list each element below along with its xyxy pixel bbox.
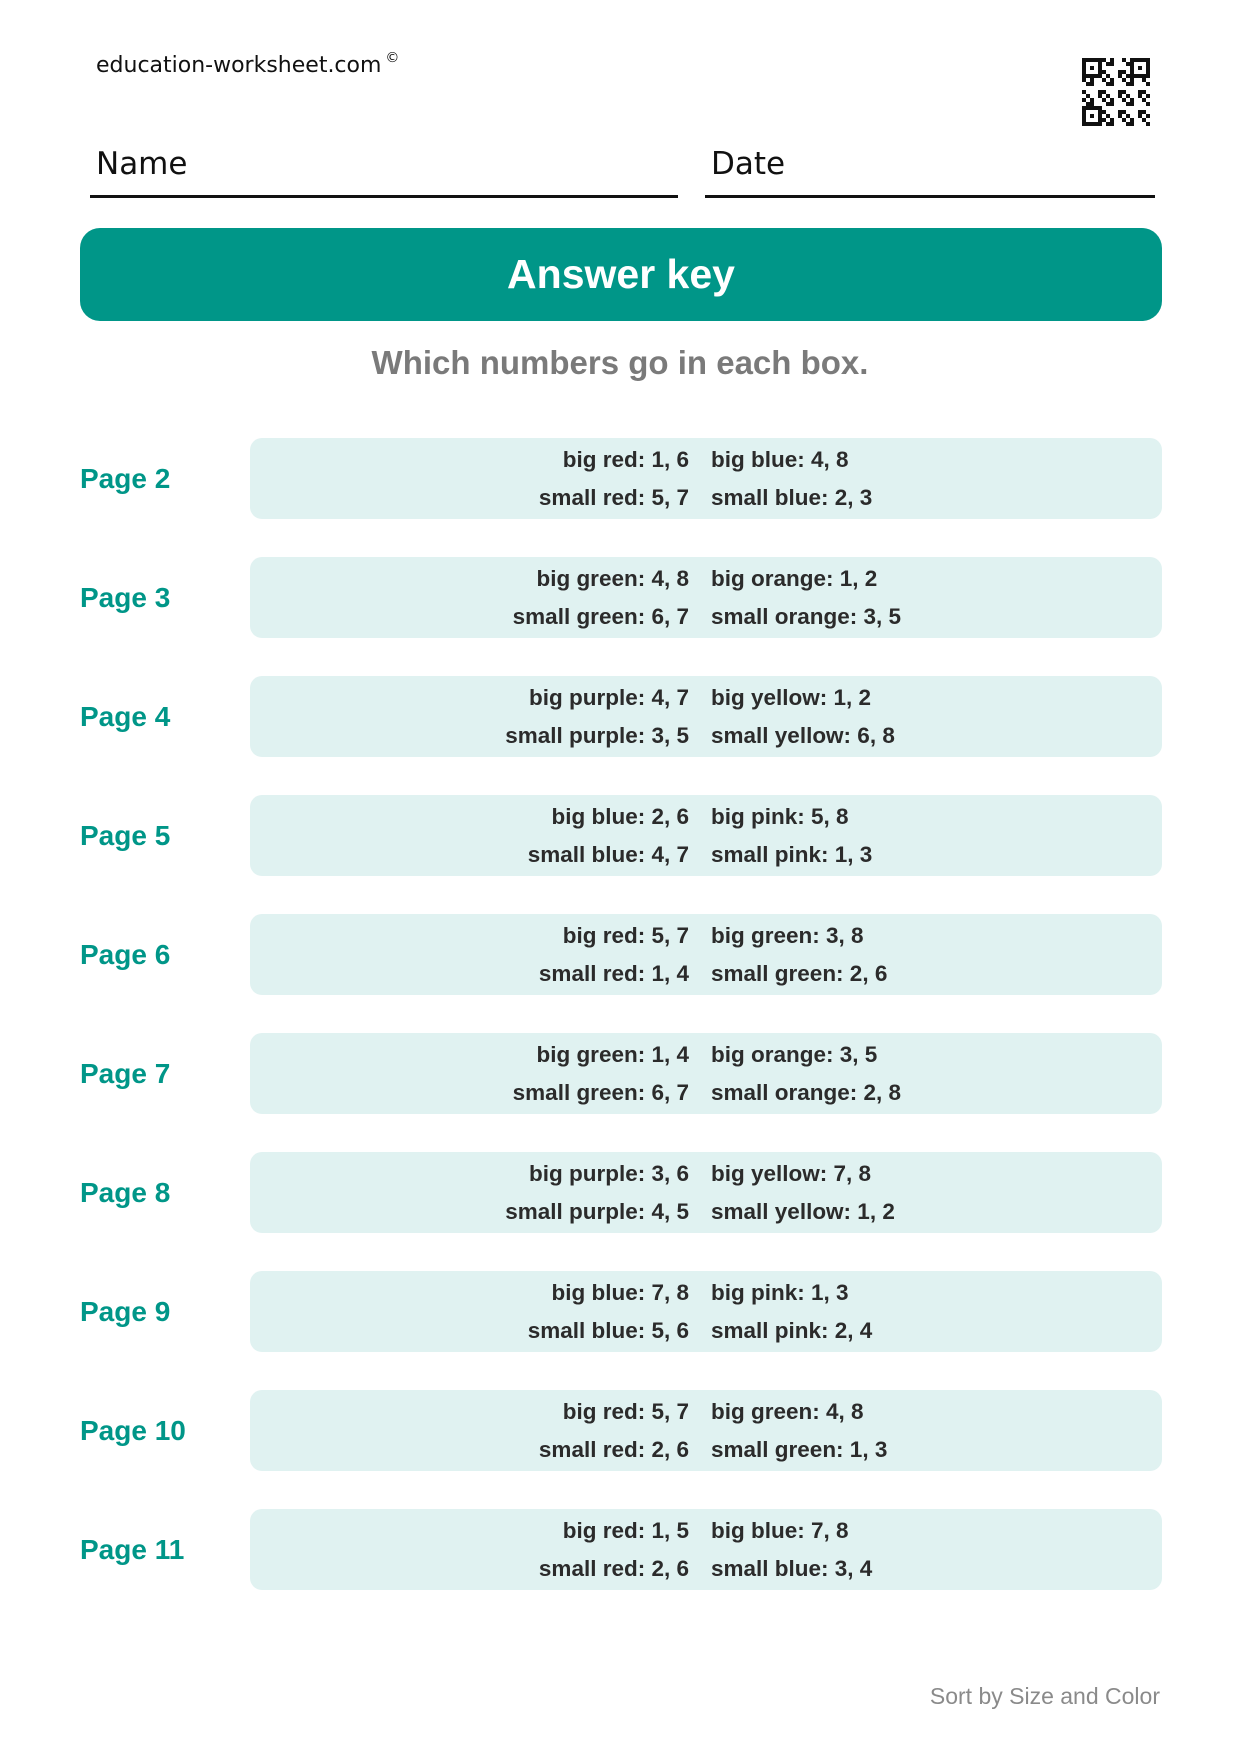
small-answer-a: small green: 6, 7 <box>512 603 689 629</box>
big-answer-a: big blue: 2, 6 <box>551 803 689 829</box>
answer-box <box>250 914 1162 995</box>
answer-row <box>0 1390 1240 1471</box>
big-answer-b: big pink: 1, 3 <box>711 1279 849 1305</box>
big-answer-a: big purple: 4, 7 <box>528 684 689 710</box>
big-answer-a: big red: 5, 7 <box>562 922 689 948</box>
small-line <box>250 1074 1162 1112</box>
small-answer-b: small blue: 2, 3 <box>711 484 873 510</box>
page-label: Page 2 <box>80 463 171 494</box>
big-answer-b: big green: 4, 8 <box>711 1398 864 1424</box>
page-label: Page 11 <box>80 1534 185 1565</box>
site-name <box>96 50 399 78</box>
answer-box <box>250 1033 1162 1114</box>
big-answer-a: big purple: 3, 6 <box>528 1160 689 1186</box>
date-field[interactable] <box>705 140 1155 198</box>
page-label: Page 6 <box>80 939 171 970</box>
small-answer-b: small yellow: 1, 2 <box>711 1198 895 1224</box>
page-label: Page 7 <box>80 1058 171 1089</box>
small-line <box>250 598 1162 636</box>
small-answer-a: small purple: 3, 5 <box>505 722 689 748</box>
small-answer-b: small orange: 3, 5 <box>711 603 902 629</box>
big-line <box>250 1036 1162 1074</box>
small-line <box>250 1431 1162 1469</box>
small-answer-a: small blue: 4, 7 <box>527 841 689 867</box>
small-answer-b: small blue: 3, 4 <box>711 1555 873 1581</box>
big-answer-b: big pink: 5, 8 <box>711 803 849 829</box>
small-answer-a: small blue: 5, 6 <box>527 1317 689 1343</box>
answer-row <box>0 438 1240 519</box>
name-label: Name <box>96 146 188 182</box>
small-line <box>250 1550 1162 1588</box>
small-answer-b: small orange: 2, 8 <box>711 1079 902 1105</box>
date-label: Date <box>711 146 786 182</box>
answer-box <box>250 438 1162 519</box>
big-answer-b: big yellow: 7, 8 <box>711 1160 872 1186</box>
answer-box <box>250 1152 1162 1233</box>
name-field[interactable] <box>90 140 678 198</box>
answer-list <box>0 438 1240 1628</box>
small-answer-a: small red: 2, 6 <box>538 1436 689 1462</box>
small-line <box>250 717 1162 755</box>
answer-box <box>250 557 1162 638</box>
big-line <box>250 798 1162 836</box>
page-label: Page 9 <box>80 1296 171 1327</box>
big-line <box>250 679 1162 717</box>
small-answer-a: small red: 1, 4 <box>538 960 689 986</box>
small-answer-a: small green: 6, 7 <box>512 1079 689 1105</box>
small-answer-b: small green: 2, 6 <box>711 960 888 986</box>
answer-row <box>0 1033 1240 1114</box>
small-answer-a: small red: 2, 6 <box>538 1555 689 1581</box>
big-answer-b: big yellow: 1, 2 <box>711 684 872 710</box>
small-line <box>250 836 1162 874</box>
answer-key-banner <box>80 228 1162 321</box>
answer-row <box>0 795 1240 876</box>
answer-box <box>250 795 1162 876</box>
big-answer-b: big orange: 3, 5 <box>711 1041 878 1067</box>
big-line <box>250 917 1162 955</box>
small-answer-b: small yellow: 6, 8 <box>711 722 895 748</box>
answer-row <box>0 557 1240 638</box>
page-label: Page 8 <box>80 1177 171 1208</box>
big-line <box>250 441 1162 479</box>
small-answer-a: small purple: 4, 5 <box>505 1198 689 1224</box>
banner-title: Answer key <box>507 251 735 297</box>
small-line <box>250 1193 1162 1231</box>
big-answer-a: big green: 4, 8 <box>536 565 689 591</box>
small-line <box>250 479 1162 517</box>
big-answer-a: big red: 1, 6 <box>562 446 689 472</box>
small-answer-b: small pink: 1, 3 <box>711 841 873 867</box>
answer-row <box>0 914 1240 995</box>
big-answer-a: big red: 1, 5 <box>562 1517 689 1543</box>
page-label: Page 4 <box>80 701 171 732</box>
big-line <box>250 560 1162 598</box>
qr-code-icon <box>1082 58 1150 126</box>
small-answer-b: small green: 1, 3 <box>711 1436 888 1462</box>
page-label: Page 5 <box>80 820 171 851</box>
worksheet-title-footer: Sort by Size and Color <box>929 1683 1160 1709</box>
big-line <box>250 1512 1162 1550</box>
small-answer-b: small pink: 2, 4 <box>711 1317 873 1343</box>
big-answer-b: big blue: 4, 8 <box>711 446 849 472</box>
answer-box <box>250 1271 1162 1352</box>
answer-row <box>0 676 1240 757</box>
big-answer-b: big blue: 7, 8 <box>711 1517 849 1543</box>
small-line <box>250 1312 1162 1350</box>
big-line <box>250 1155 1162 1193</box>
page-label: Page 3 <box>80 582 171 613</box>
copyright-symbol: © <box>385 50 400 66</box>
answer-row <box>0 1509 1240 1590</box>
answer-row <box>0 1271 1240 1352</box>
small-line <box>250 955 1162 993</box>
big-answer-b: big green: 3, 8 <box>711 922 864 948</box>
big-answer-a: big red: 5, 7 <box>562 1398 689 1424</box>
big-answer-b: big orange: 1, 2 <box>711 565 878 591</box>
big-line <box>250 1274 1162 1312</box>
big-line <box>250 1393 1162 1431</box>
big-answer-a: big green: 1, 4 <box>536 1041 689 1067</box>
small-answer-a: small red: 5, 7 <box>538 484 689 510</box>
instructions: Which numbers go in each box. <box>371 344 869 381</box>
big-answer-a: big blue: 7, 8 <box>551 1279 689 1305</box>
site-name-text: education-worksheet.com <box>96 53 382 78</box>
answer-box <box>250 1509 1162 1590</box>
answer-box <box>250 1390 1162 1471</box>
answer-box <box>250 676 1162 757</box>
answer-row <box>0 1152 1240 1233</box>
page-label: Page 10 <box>80 1415 186 1446</box>
